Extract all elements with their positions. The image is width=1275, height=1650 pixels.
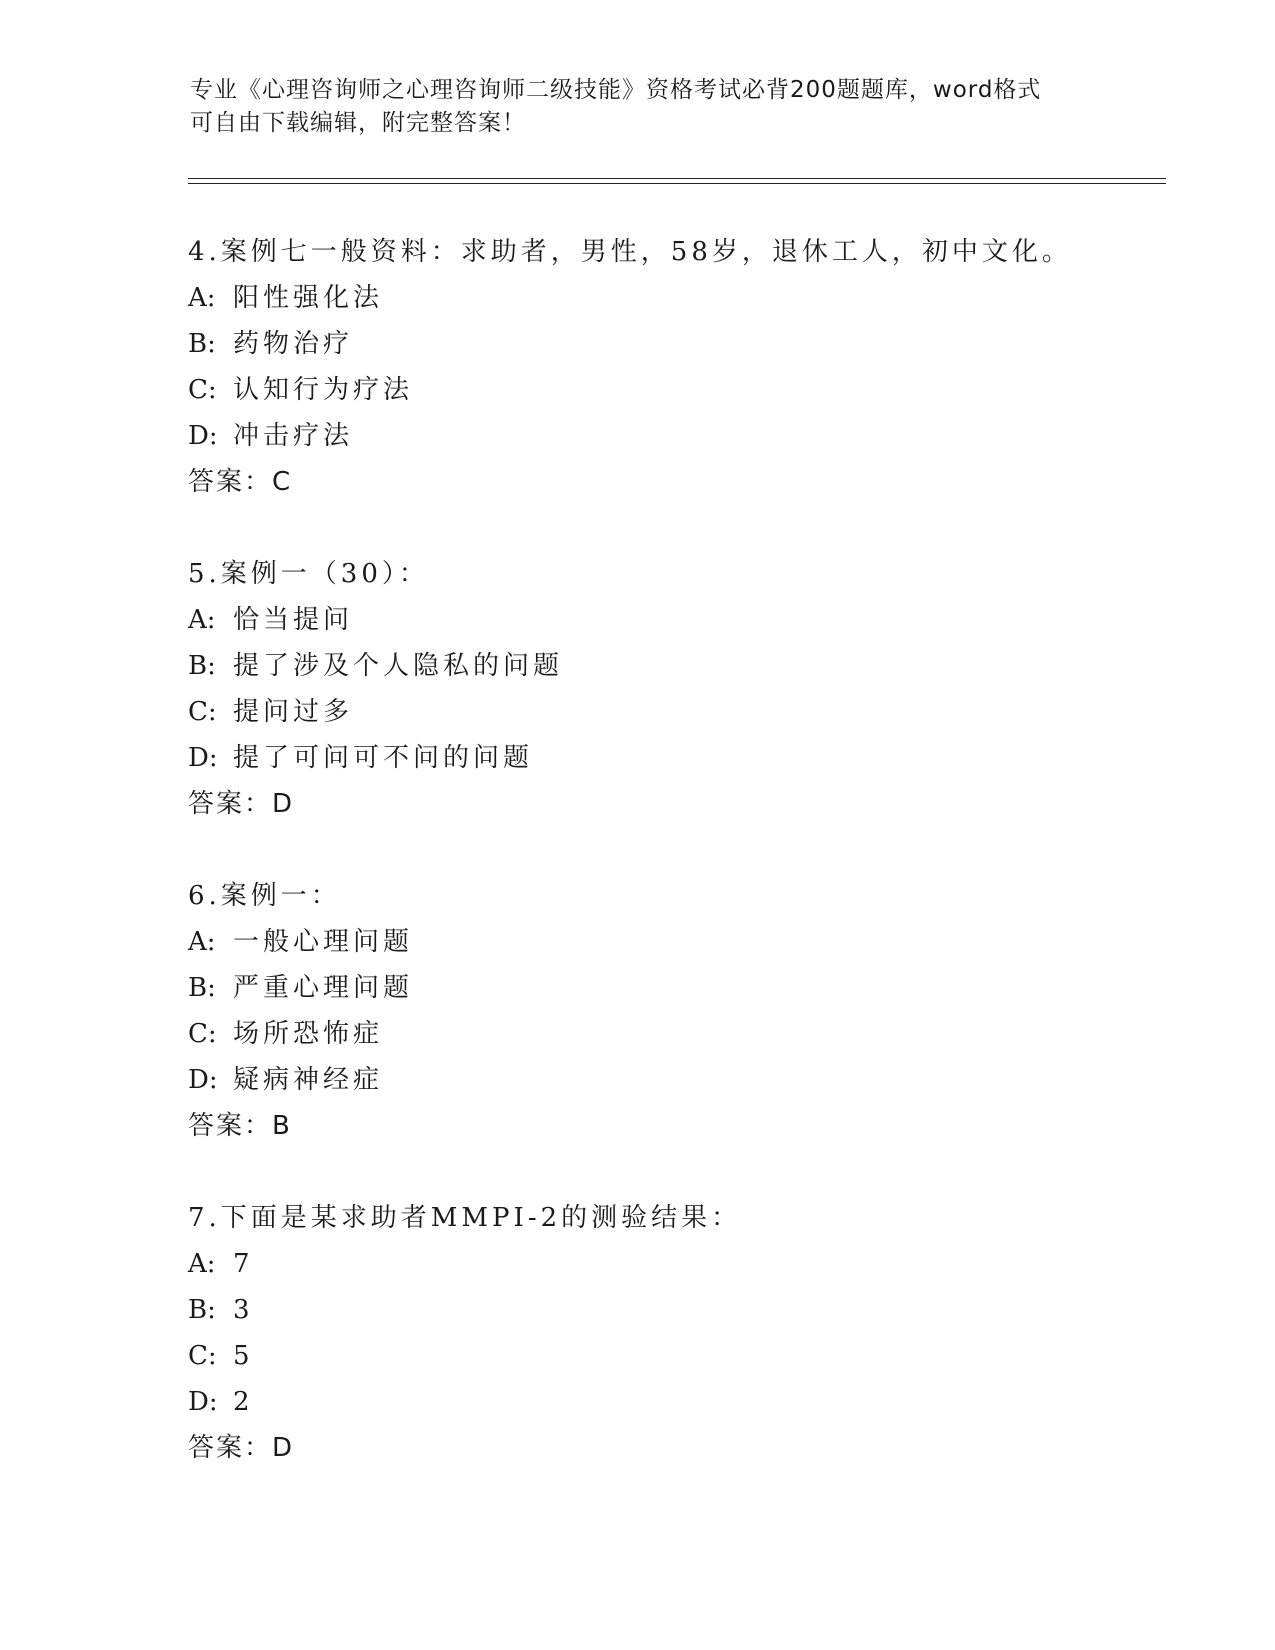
option-b [188,643,1168,689]
option-a [188,919,1168,965]
option-key: B: [188,329,216,359]
option-key: B: [188,1295,216,1325]
option-key: B: [188,651,216,681]
answer-line: 答案：B [188,1111,292,1141]
option-key: C: [188,1019,217,1049]
option-text: 5 [233,1341,254,1371]
option-d [188,1379,1168,1425]
document-header [190,74,1090,140]
option-text: 认知行为疗法 [233,375,414,405]
option-c [188,1333,1168,1379]
header-divider-bottom [188,183,1166,184]
option-key: C: [188,697,217,727]
option-key: C: [188,375,217,405]
option-b [188,321,1168,367]
option-text: 一般心理问题 [233,927,414,957]
option-a [188,1241,1168,1287]
header-line-1: 专业《心理咨询师之心理咨询师二级技能》资格考试必背200题题库，word格式 [190,77,1042,103]
answer-line: 答案：C [188,467,293,497]
option-a [188,597,1168,643]
option-text: 阳性强化法 [233,283,384,313]
option-text: 恰当提问 [233,605,354,635]
option-key: A: [188,927,216,957]
option-text: 严重心理问题 [233,973,414,1003]
question-5 [188,551,1168,827]
option-key: D: [188,421,218,451]
question-7 [188,1195,1168,1471]
option-c [188,1011,1168,1057]
option-text: 提了可问可不问的问题 [233,743,534,773]
option-c [188,689,1168,735]
option-text: 疑病神经症 [233,1065,384,1095]
option-key: D: [188,1387,218,1417]
option-b [188,1287,1168,1333]
option-text: 冲击疗法 [233,421,354,451]
option-key: A: [188,283,216,313]
option-text: 3 [233,1295,254,1325]
option-d [188,413,1168,459]
question-6 [188,873,1168,1149]
question-stem: 5.案例一（30）： [188,559,429,589]
option-key: A: [188,1249,216,1279]
option-text: 场所恐怖症 [233,1019,384,1049]
answer-line: 答案：D [188,789,295,819]
option-key: A: [188,605,216,635]
header-divider-top [188,178,1166,179]
question-stem: 4.案例七一般资料：求助者，男性，58岁，退休工人，初中文化。 [188,237,1072,267]
option-a [188,275,1168,321]
option-b [188,965,1168,1011]
question-4 [188,229,1168,505]
header-line-2: 可自由下载编辑，附完整答案！ [190,110,526,136]
option-d [188,1057,1168,1103]
option-c [188,367,1168,413]
option-text: 提了涉及个人隐私的问题 [233,651,564,681]
question-stem: 6.案例一： [188,881,341,911]
answer-line: 答案：D [188,1433,295,1463]
question-stem: 7.下面是某求助者MMPI-2的测验结果： [188,1203,742,1233]
option-text: 药物治疗 [233,329,354,359]
option-text: 提问过多 [233,697,354,727]
option-key: D: [188,743,218,773]
option-d [188,735,1168,781]
option-key: C: [188,1341,217,1371]
option-text: 7 [233,1249,254,1279]
option-key: B: [188,973,216,1003]
option-key: D: [188,1065,218,1095]
option-text: 2 [233,1387,254,1417]
